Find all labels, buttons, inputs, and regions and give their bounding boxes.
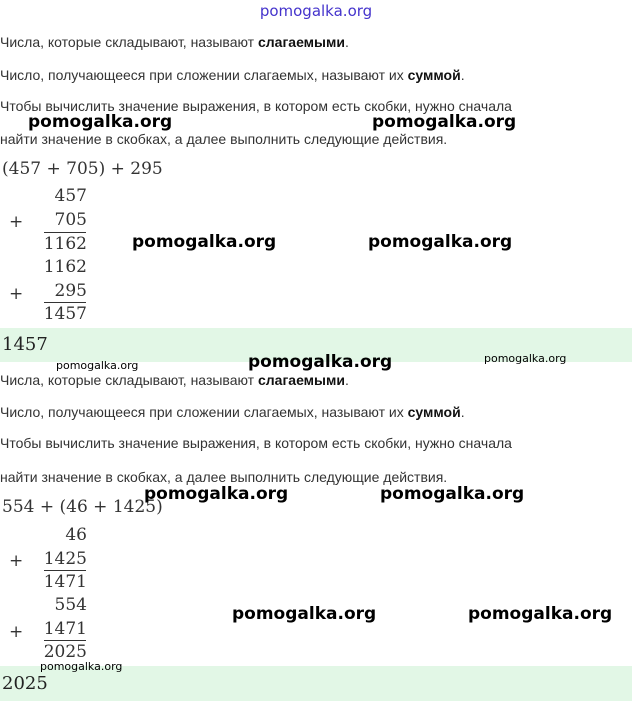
site-title[interactable]: pomogalka.org — [259, 2, 373, 20]
term-bold: суммой — [407, 67, 461, 83]
operand: 1425 — [43, 549, 87, 569]
text: . — [344, 34, 349, 50]
text: Число, получающееся при сложении слагаемых, называют их — [0, 404, 408, 420]
partial-result: 1457 — [43, 304, 87, 324]
term-bold: суммой — [407, 404, 461, 420]
text: . — [460, 404, 465, 420]
paragraph-rule-line2: найти значение в скобках, а далее выполнить следующие действия. — [0, 131, 448, 147]
sum-line — [44, 302, 86, 303]
watermark: pomogalka.org — [132, 232, 277, 252]
plus-sign: + — [9, 622, 24, 642]
paragraph-sum — [0, 404, 465, 420]
watermark: pomogalka.org — [484, 352, 567, 365]
paragraph-terms — [0, 372, 349, 388]
watermark: pomogalka.org — [468, 604, 613, 624]
paragraph-rule-line1: Чтобы вычислить значение выражения, в котором есть скобки, нужно сначала — [0, 98, 512, 114]
watermark: pomogalka.org — [380, 484, 525, 504]
operand: 1162 — [43, 257, 87, 277]
partial-result: 1471 — [43, 572, 87, 592]
watermark: pomogalka.org — [368, 232, 513, 252]
expression: 554 + (46 + 1425) — [2, 497, 163, 517]
paragraph-terms — [0, 34, 349, 50]
term-bold: слагаемыми — [257, 372, 345, 388]
text: . — [344, 372, 349, 388]
watermark: pomogalka.org — [56, 359, 139, 372]
paragraph-rule-line2: найти значение в скобках, а далее выполнить следующие действия. — [0, 469, 448, 485]
sum-line — [44, 640, 86, 641]
operand: 457 — [54, 186, 87, 206]
plus-sign: + — [9, 284, 24, 304]
sum-line — [44, 232, 86, 233]
paragraph-sum — [0, 67, 465, 83]
answer: 2025 — [2, 673, 48, 694]
operand: 554 — [54, 595, 87, 615]
text: . — [460, 67, 465, 83]
sum-line — [44, 570, 86, 571]
watermark: pomogalka.org — [144, 484, 289, 504]
plus-sign: + — [9, 212, 24, 232]
partial-result: 1162 — [43, 234, 87, 254]
text: Число, получающееся при сложении слагаемых, называют их — [0, 67, 408, 83]
paragraph-rule-line1: Чтобы вычислить значение выражения, в котором есть скобки, нужно сначала — [0, 435, 512, 451]
watermark: pomogalka.org — [232, 604, 377, 624]
answer: 1457 — [2, 334, 48, 355]
plus-sign: + — [9, 551, 24, 571]
text: Числа, которые складывают, называют — [0, 372, 258, 388]
watermark: pomogalka.org — [40, 660, 123, 673]
operand: 1471 — [43, 619, 87, 639]
watermark: pomogalka.org — [28, 112, 173, 132]
watermark: pomogalka.org — [248, 352, 393, 372]
text: Числа, которые складывают, называют — [0, 34, 258, 50]
operand: 295 — [54, 281, 87, 301]
operand: 705 — [54, 210, 87, 230]
term-bold: слагаемыми — [257, 34, 345, 50]
watermark: pomogalka.org — [372, 112, 517, 132]
operand: 46 — [65, 525, 87, 545]
expression: (457 + 705) + 295 — [2, 159, 163, 179]
partial-result: 2025 — [43, 642, 87, 662]
